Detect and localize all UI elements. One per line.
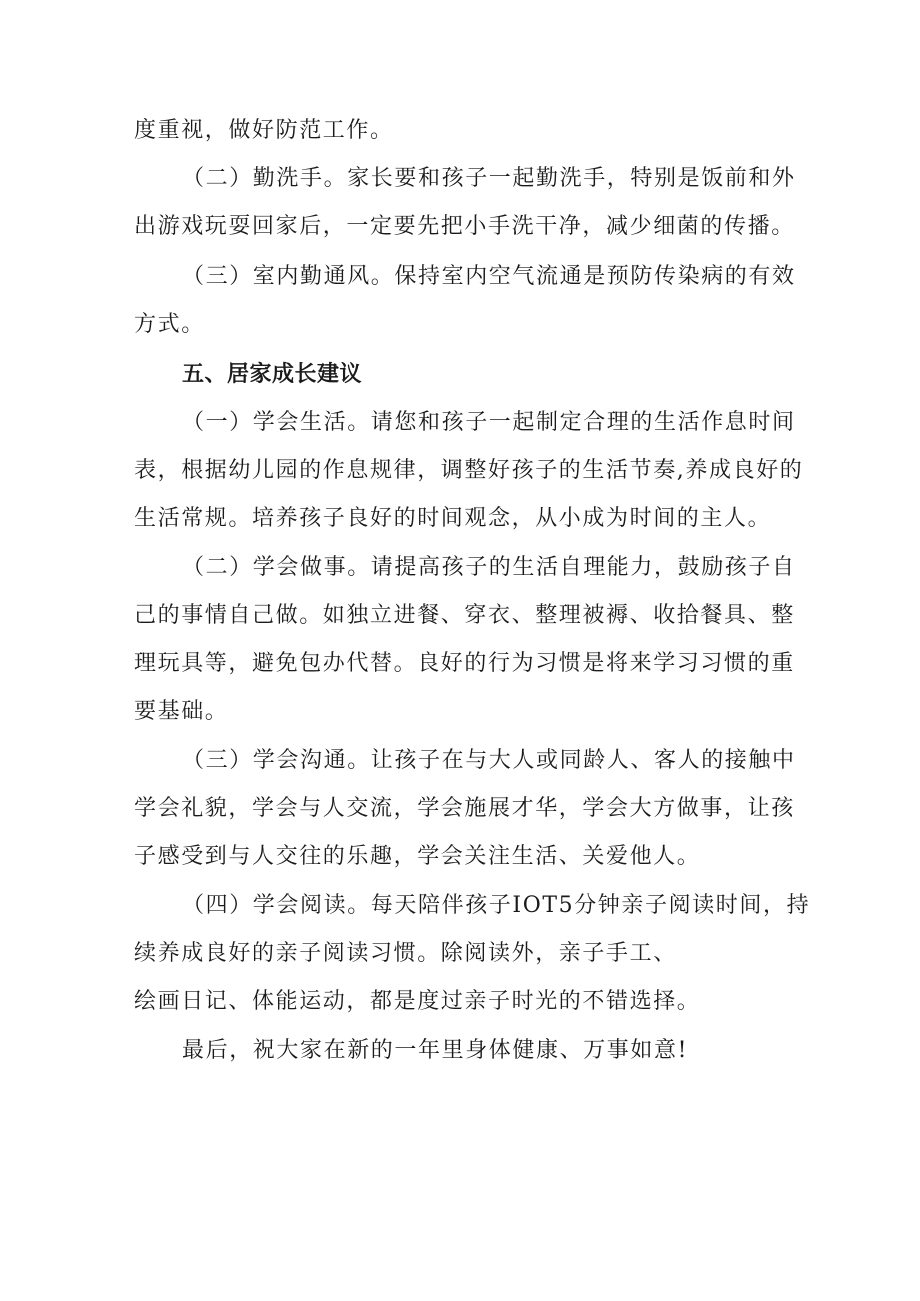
paragraph-communication-line-3: 子感受到与人交往的乐趣，学会关注生活、关爱他人。 — [134, 844, 701, 869]
paragraph-tail-line: 度重视，做好防范工作。 — [134, 118, 394, 143]
paragraph-life-line-3: 生活常规。培养孩子良好的时间观念，从小成为时间的主人。 — [134, 506, 772, 531]
paragraph-tasks-line-3: 理玩具等，避免包办代替。良好的行为习惯是将来学习习惯的重 — [134, 651, 795, 676]
paragraph-reading-line-3: 绘画日记、体能运动，都是度过亲子时光的不错选择。 — [134, 989, 701, 1014]
paragraph-hand-washing-line-2: 出游戏玩耍回家后，一定要先把小手洗干净，减少细菌的传播。 — [134, 214, 795, 239]
paragraph-life-line-1: （一）学会生活。请您和孩子一起制定合理的生活作息时间 — [182, 410, 796, 435]
closing-line: 最后，祝大家在新的一年里身体健康、万事如意! — [182, 1038, 689, 1063]
section-heading: 五、居家成长建议 — [182, 362, 363, 387]
paragraph-reading-line-2: 续养成良好的亲子阅读习惯。除阅读外，亲子手工、 — [134, 941, 677, 966]
paragraph-communication-line-2: 学会礼貌，学会与人交流，学会施展才华，学会大方做事，让孩 — [134, 796, 795, 821]
paragraph-reading-line-1: （四）学会阅读。每天陪伴孩子IOT5分钟亲子阅读时间，持 — [182, 893, 811, 918]
paragraph-ventilation-line-1: （三）室内勤通风。保持室内空气流通是预防传染病的有效 — [182, 264, 796, 289]
paragraph-tasks-line-2: 己的事情自己做。如独立进餐、穿衣、整理被褥、收拾餐具、整 — [134, 603, 795, 628]
paragraph-life-line-2: 表，根据幼儿园的作息规律，调整好孩子的生活节奏,养成良好的 — [134, 458, 804, 483]
paragraph-tasks-line-1: （二）学会做事。请提高孩子的生活自理能力，鼓励孩子自 — [182, 555, 796, 580]
paragraph-hand-washing-line-1: （二）勤洗手。家长要和孩子一起勤洗手，特别是饭前和外 — [182, 166, 796, 191]
paragraph-ventilation-line-2: 方式。 — [134, 312, 205, 337]
paragraph-communication-line-1: （三）学会沟通。让孩子在与大人或同龄人、客人的接触中 — [182, 748, 796, 773]
paragraph-tasks-line-4: 要基础。 — [134, 699, 229, 724]
